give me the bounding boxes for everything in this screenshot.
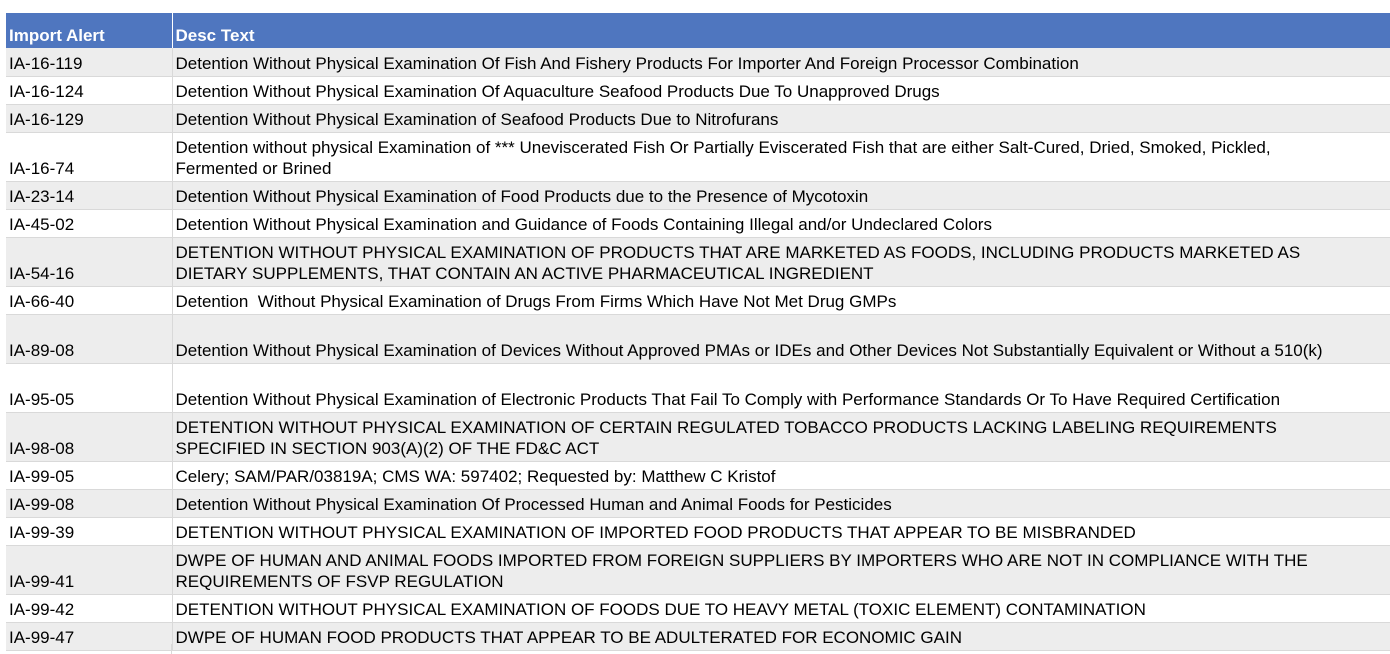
cell-import-alert[interactable]: IA-99-41: [6, 545, 172, 594]
cell-import-alert[interactable]: IA-16-124: [6, 76, 172, 104]
cell-import-alert[interactable]: IA-99-05: [6, 461, 172, 489]
cell-import-alert[interactable]: IA-99-08: [6, 489, 172, 517]
cell-import-alert[interactable]: IA-99-42: [6, 594, 172, 622]
empty-sheet-row[interactable]: [6, 644, 1390, 654]
cell-desc-text[interactable]: DETENTION WITHOUT PHYSICAL EXAMINATION OF CERTAIN REGULATED TOBACCO PRODUCTS LACKING LABELING REQUIREMENTS SPECIFIED IN SECTION 903(A)(2) OF THE FD&C ACT: [172, 412, 1390, 461]
cell-desc-text[interactable]: DETENTION WITHOUT PHYSICAL EXAMINATION OF PRODUCTS THAT ARE MARKETED AS FOODS, INCLUDING PRODUCTS MARKETED AS DIETARY SUPPLEMENTS, THAT CONTAIN AN ACTIVE PHARMACEUTICAL INGREDIENT: [172, 237, 1390, 286]
cell-desc-text[interactable]: DWPE OF HUMAN FOOD PRODUCTS THAT APPEAR TO BE ADULTERATED FOR ECONOMIC GAIN: [172, 622, 1390, 650]
column-header-desc-text[interactable]: Desc Text: [172, 13, 1390, 48]
header-row: [6, 13, 1390, 48]
table-row: [6, 412, 1390, 461]
table-row: [6, 594, 1390, 622]
cell-import-alert[interactable]: IA-54-16: [6, 237, 172, 286]
table-row: [6, 314, 1390, 363]
table-row: [6, 545, 1390, 594]
cell-import-alert[interactable]: IA-89-08: [6, 314, 172, 363]
cell-desc-text[interactable]: Detention Without Physical Examination of Food Products due to the Presence of Mycotoxin: [172, 181, 1390, 209]
cell-import-alert[interactable]: IA-95-05: [6, 363, 172, 412]
cell-import-alert[interactable]: IA-98-08: [6, 412, 172, 461]
cell-import-alert[interactable]: IA-16-74: [6, 132, 172, 181]
table-row: [6, 48, 1390, 76]
sheet-top-margin: [0, 0, 1390, 13]
cell-desc-text[interactable]: Detention without physical Examination of *** Uneviscerated Fish Or Partially Eviscerated Fish that are either Salt-Cured, Dried, Smoked, Pickled, Fermented or Brined: [172, 132, 1390, 181]
cell-import-alert[interactable]: IA-23-14: [6, 181, 172, 209]
cell-import-alert[interactable]: IA-16-129: [6, 104, 172, 132]
table-row: [6, 489, 1390, 517]
cell-desc-text[interactable]: Detention Without Physical Examination Of Aquaculture Seafood Products Due To Unapproved Drugs: [172, 76, 1390, 104]
table-row: [6, 209, 1390, 237]
cell-import-alert[interactable]: IA-66-40: [6, 286, 172, 314]
cell-desc-text[interactable]: Detention Without Physical Examination Of Processed Human and Animal Foods for Pesticides: [172, 489, 1390, 517]
cell-desc-text[interactable]: Detention Without Physical Examination and Guidance of Foods Containing Illegal and/or Undeclared Colors: [172, 209, 1390, 237]
cell-desc-text[interactable]: Detention Without Physical Examination of Devices Without Approved PMAs or IDEs and Other Devices Not Substantially Equivalent or Without a 510(k): [172, 314, 1390, 363]
cell-desc-text[interactable]: DETENTION WITHOUT PHYSICAL EXAMINATION OF IMPORTED FOOD PRODUCTS THAT APPEAR TO BE MISBRANDED: [172, 517, 1390, 545]
cell-desc-text[interactable]: DETENTION WITHOUT PHYSICAL EXAMINATION OF FOODS DUE TO HEAVY METAL (TOXIC ELEMENT) CONTAMINATION: [172, 594, 1390, 622]
table-row: [6, 517, 1390, 545]
cell-desc-text[interactable]: Detention Without Physical Examination Of Fish And Fishery Products For Importer And Foreign Processor Combination: [172, 48, 1390, 76]
table-row: [6, 363, 1390, 412]
table-row: [6, 461, 1390, 489]
cell-desc-text[interactable]: Detention Without Physical Examination of Drugs From Firms Which Have Not Met Drug GMPs: [172, 286, 1390, 314]
table-row: [6, 104, 1390, 132]
import-alert-table: [6, 13, 1390, 651]
cell-import-alert[interactable]: IA-16-119: [6, 48, 172, 76]
table-row: [6, 237, 1390, 286]
table-row: [6, 181, 1390, 209]
table-row: [6, 132, 1390, 181]
cell-import-alert[interactable]: IA-45-02: [6, 209, 172, 237]
cell-desc-text[interactable]: DWPE OF HUMAN AND ANIMAL FOODS IMPORTED FROM FOREIGN SUPPLIERS BY IMPORTERS WHO ARE NOT IN COMPLIANCE WITH THE REQUIREMENTS OF FSVP REGULATION: [172, 545, 1390, 594]
cell-desc-text[interactable]: Detention Without Physical Examination of Seafood Products Due to Nitrofurans: [172, 104, 1390, 132]
cell-import-alert[interactable]: IA-99-47: [6, 622, 172, 650]
table-row: [6, 286, 1390, 314]
cell-desc-text[interactable]: Detention Without Physical Examination of Electronic Products That Fail To Comply with Performance Standards Or To Have Required Certification: [172, 363, 1390, 412]
column-divider: [171, 644, 172, 654]
column-header-import-alert[interactable]: Import Alert: [6, 13, 172, 48]
cell-desc-text[interactable]: Celery; SAM/PAR/03819A; CMS WA: 597402; Requested by: Matthew C Kristof: [172, 461, 1390, 489]
table-row: [6, 76, 1390, 104]
cell-import-alert[interactable]: IA-99-39: [6, 517, 172, 545]
